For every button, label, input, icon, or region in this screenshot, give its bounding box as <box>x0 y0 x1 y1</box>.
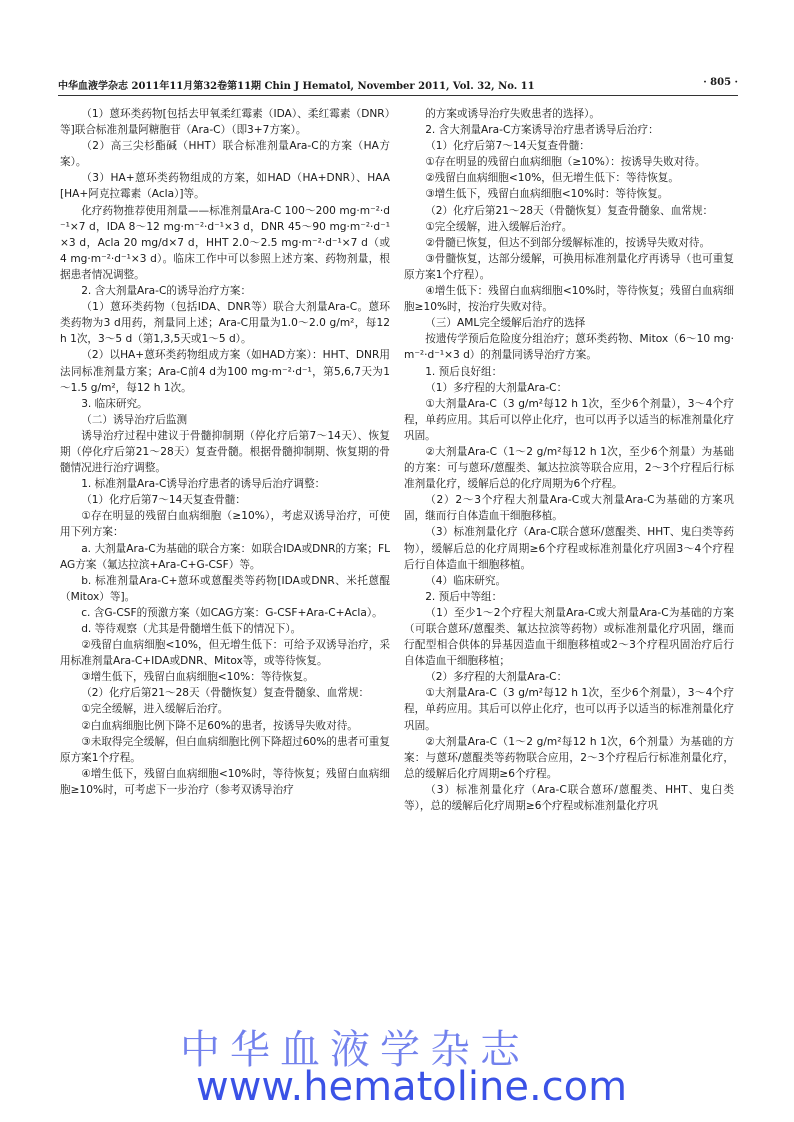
paragraph: 1. 预后良好组： <box>425 365 503 378</box>
paragraph: ③增生低下，残留白血病细胞<10%：等待恢复。 <box>81 671 314 684</box>
paragraph: （3）标准剂量化疗（Ara-C联合蒽环/蒽醌类、HHT、鬼臼类等药物），缓解后总的化疗周期≥6个疗程或标准剂量化疗巩固3～4个疗程后行自体造血干细胞移植。 <box>404 526 734 571</box>
paragraph: 化疗药物推荐使用剂量——标准剂量Ara-C 100～200 mg·m⁻²·d⁻¹×7 d，IDA 8～12 mg·m⁻²·d⁻¹×3 d，DNR 45～90 mg·m⁻²·d⁻¹×3 d，Acla 20 mg/d×7 d，HHT 2.0～2.5 mg·m⁻²·d⁻¹×7 d（或4 mg·m⁻²·d⁻¹×3 d）。临床工作中可以参照上述方案、药物剂量，根据患者情况调整。 <box>60 204 390 281</box>
paragraph: ①大剂量Ara-C（3 g/m²每12 h 1次，至少6个剂量），3～4个疗程，单药应用。其后可以停止化疗，也可以再予以适当的标准剂量化疗巩固。 <box>404 397 734 442</box>
paragraph: （1）多疗程的大剂量Ara-C： <box>425 381 568 394</box>
paragraph: a. 大剂量Ara-C为基础的联合方案：如联合IDA或DNR的方案；FLAG方案（氟达拉滨+Ara-C+G-CSF）等。 <box>60 542 390 571</box>
paragraph: （2）化疗后第21～28天（骨髓恢复）复查骨髓象、血常规： <box>81 687 370 700</box>
right-column <box>404 106 734 814</box>
paragraph: （3）标准剂量化疗（Ara-C联合蒽环/蒽醌类、HHT、鬼臼类等），总的缓解后化疗周期≥6个疗程或标准剂量化疗巩 <box>404 783 734 813</box>
paragraph: ③未取得完全缓解，但白血病细胞比例下降超过60%的患者可重复原方案1个疗程。 <box>60 735 390 764</box>
paragraph: 按遗传学预后危险度分组治疗；蒽环类药物、Mitox（6～10 mg·m⁻²·d⁻¹×3 d）的剂量同诱导治疗方案。 <box>404 333 734 362</box>
paragraph: （三）AML完全缓解后治疗的选择 <box>425 317 586 330</box>
paragraph: （二）诱导治疗后监测 <box>81 413 188 426</box>
paragraph: （2）2～3个疗程大剂量Ara-C或大剂量Ara-C为基础的方案巩固，继而行自体造血干细胞移植。 <box>404 494 734 523</box>
paragraph: ④增生低下，残留白血病细胞<10%时，等待恢复；残留白血病细胞≥10%时，可考虑下一步治疗（参考双诱导治疗 <box>60 767 390 796</box>
left-column <box>60 106 390 798</box>
paragraph: ②残留白血病细胞<10%，但无增生低下：等待恢复。 <box>425 172 679 185</box>
paragraph: ②白血病细胞比例下降不足60%的患者，按诱导失败对待。 <box>81 719 358 732</box>
page-number: · 805 · <box>703 77 738 88</box>
paragraph: ④增生低下：残留白血病细胞<10%时，等待恢复；残留白血病细胞≥10%时，按治疗失败对待。 <box>404 285 734 314</box>
paragraph: ③骨髓恢复，达部分缓解，可换用标准剂量化疗再诱导（也可重复原方案1个疗程）。 <box>404 252 734 281</box>
paragraph: （1）至少1～2个疗程大剂量Ara-C或大剂量Ara-C为基础的方案（可联合蒽环/蒽醌类、氟达拉滨等药物）或标准剂量化疗巩固，继而行配型相合供体的异基因造血干细胞移植或2～3个疗程巩固治疗后行自体造血干细胞移植； <box>404 606 734 668</box>
paragraph: （2）以HA+蒽环类药物组成方案（如HAD方案）：HHT、DNR用法同标准剂量方案；Ara-C前4 d为100 mg·m⁻²·d⁻¹，第5,6,7天为1～1.5 g/m²，每12 h 1次。 <box>60 349 390 394</box>
paragraph: ①存在明显的残留白血病细胞（≥10%），考虑双诱导治疗，可使用下列方案： <box>60 510 390 539</box>
header-rule <box>58 95 738 96</box>
paragraph: （2）化疗后第21～28天（骨髓恢复）复查骨髓象、血常规： <box>425 204 714 217</box>
paragraph: 1. 标准剂量Ara-C诱导治疗患者的诱导后治疗调整： <box>81 478 326 491</box>
paragraph: 的方案或诱导治疗失败患者的选择）。 <box>425 108 600 120</box>
paragraph: 2. 含大剂量Ara-C的诱导治疗方案： <box>81 285 252 298</box>
paragraph: （4）临床研究。 <box>425 574 507 587</box>
paragraph: （1）蒽环类药物（包括IDA、DNR等）联合大剂量Ara-C。蒽环类药物为3 d用药，剂量同上述；Ara-C用量为1.0～2.0 g/m²，每12 h 1次，3～5 d（第1,3,5天或1～5 d）。 <box>60 301 390 346</box>
paragraph: ①存在明显的残留白血病细胞（≥10%）：按诱导失败对待。 <box>425 156 706 169</box>
paragraph: （1）蒽环类药物[包括去甲氧柔红霉素（IDA）、柔红霉素（DNR）等]联合标准剂量阿糖胞苷（Ara-C）（即3+7方案）。 <box>60 108 390 137</box>
paragraph: ②大剂量Ara-C（1～2 g/m²每12 h 1次，6个剂量）为基础的方案：与蒽环/蒽醌类等药物联合应用，2～3个疗程后行标准剂量化疗，总的缓解后化疗周期≥6个疗程。 <box>404 735 734 780</box>
paragraph: （2）高三尖杉酯碱（HHT）联合标准剂量Ara-C的方案（HA方案）。 <box>60 140 390 169</box>
journal-citation: 中华血液学杂志 2011年11月第32卷第11期 Chin J Hematol, November 2011, Vol. 32, No. 11 <box>58 81 535 92</box>
paragraph: ②骨髓已恢复，但达不到部分缓解标准的，按诱导失败对待。 <box>425 236 711 249</box>
watermark-journal-name: 中华血液学杂志 <box>180 1027 530 1073</box>
running-header <box>58 77 738 93</box>
paragraph: ①完全缓解，进入缓解后治疗。 <box>81 703 229 716</box>
paragraph: b. 标准剂量Ara-C+蒽环或蒽醌类等药物[IDA或DNR、米托蒽醌（Mitox）等]。 <box>60 574 390 603</box>
paragraph: d. 等待观察（尤其是骨髓增生低下的情况下）。 <box>81 623 302 635</box>
paragraph: ②大剂量Ara-C（1～2 g/m²每12 h 1次，至少6个剂量）为基础的方案：可与蒽环/蒽醌类、氟达拉滨等联合应用，2～3个疗程后行标准剂量化疗，缓解后总的化疗周期为6个疗程。 <box>404 445 734 491</box>
paragraph: （1）化疗后第7～14天复查骨髓： <box>81 494 246 507</box>
paragraph: 2. 含大剂量Ara-C方案诱导治疗患者诱导后治疗： <box>425 124 659 137</box>
paragraph: ①完全缓解，进入缓解后治疗。 <box>425 220 573 233</box>
paragraph: ①大剂量Ara-C（3 g/m²每12 h 1次，至少6个剂量），3～4个疗程，单药应用。其后可以停止化疗，也可以再予以适当的标准剂量化疗巩固。 <box>404 687 734 732</box>
paragraph: （3）HA+蒽环类药物组成的方案，如HAD（HA+DNR）、HAA[HA+阿克拉霉素（Acla）]等。 <box>60 172 390 201</box>
paragraph: ②残留白血病细胞<10%，但无增生低下：可给予双诱导治疗，采用标准剂量Ara-C+IDA或DNR、Mitox等，或等待恢复。 <box>60 639 390 668</box>
watermark-url[interactable]: www.hematoline.com <box>196 1064 628 1110</box>
paragraph: 3. 临床研究。 <box>81 397 148 410</box>
paragraph: 诱导治疗过程中建议于骨髓抑制期（停化疗后第7～14天）、恢复期（停化疗后第21～28天）复查骨髓。根据骨髓抑制期、恢复期的骨髓情况进行治疗调整。 <box>60 429 390 475</box>
paragraph: 2. 预后中等组： <box>425 590 503 603</box>
paragraph: c. 含G-CSF的预激方案（如CAG方案：G-CSF+Ara-C+Acla）。 <box>81 606 383 619</box>
paragraph: （2）多疗程的大剂量Ara-C： <box>425 671 568 684</box>
paragraph: （1）化疗后第7～14天复查骨髓： <box>425 140 590 153</box>
paragraph: ③增生低下，残留白血病细胞<10%时：等待恢复。 <box>425 188 669 201</box>
